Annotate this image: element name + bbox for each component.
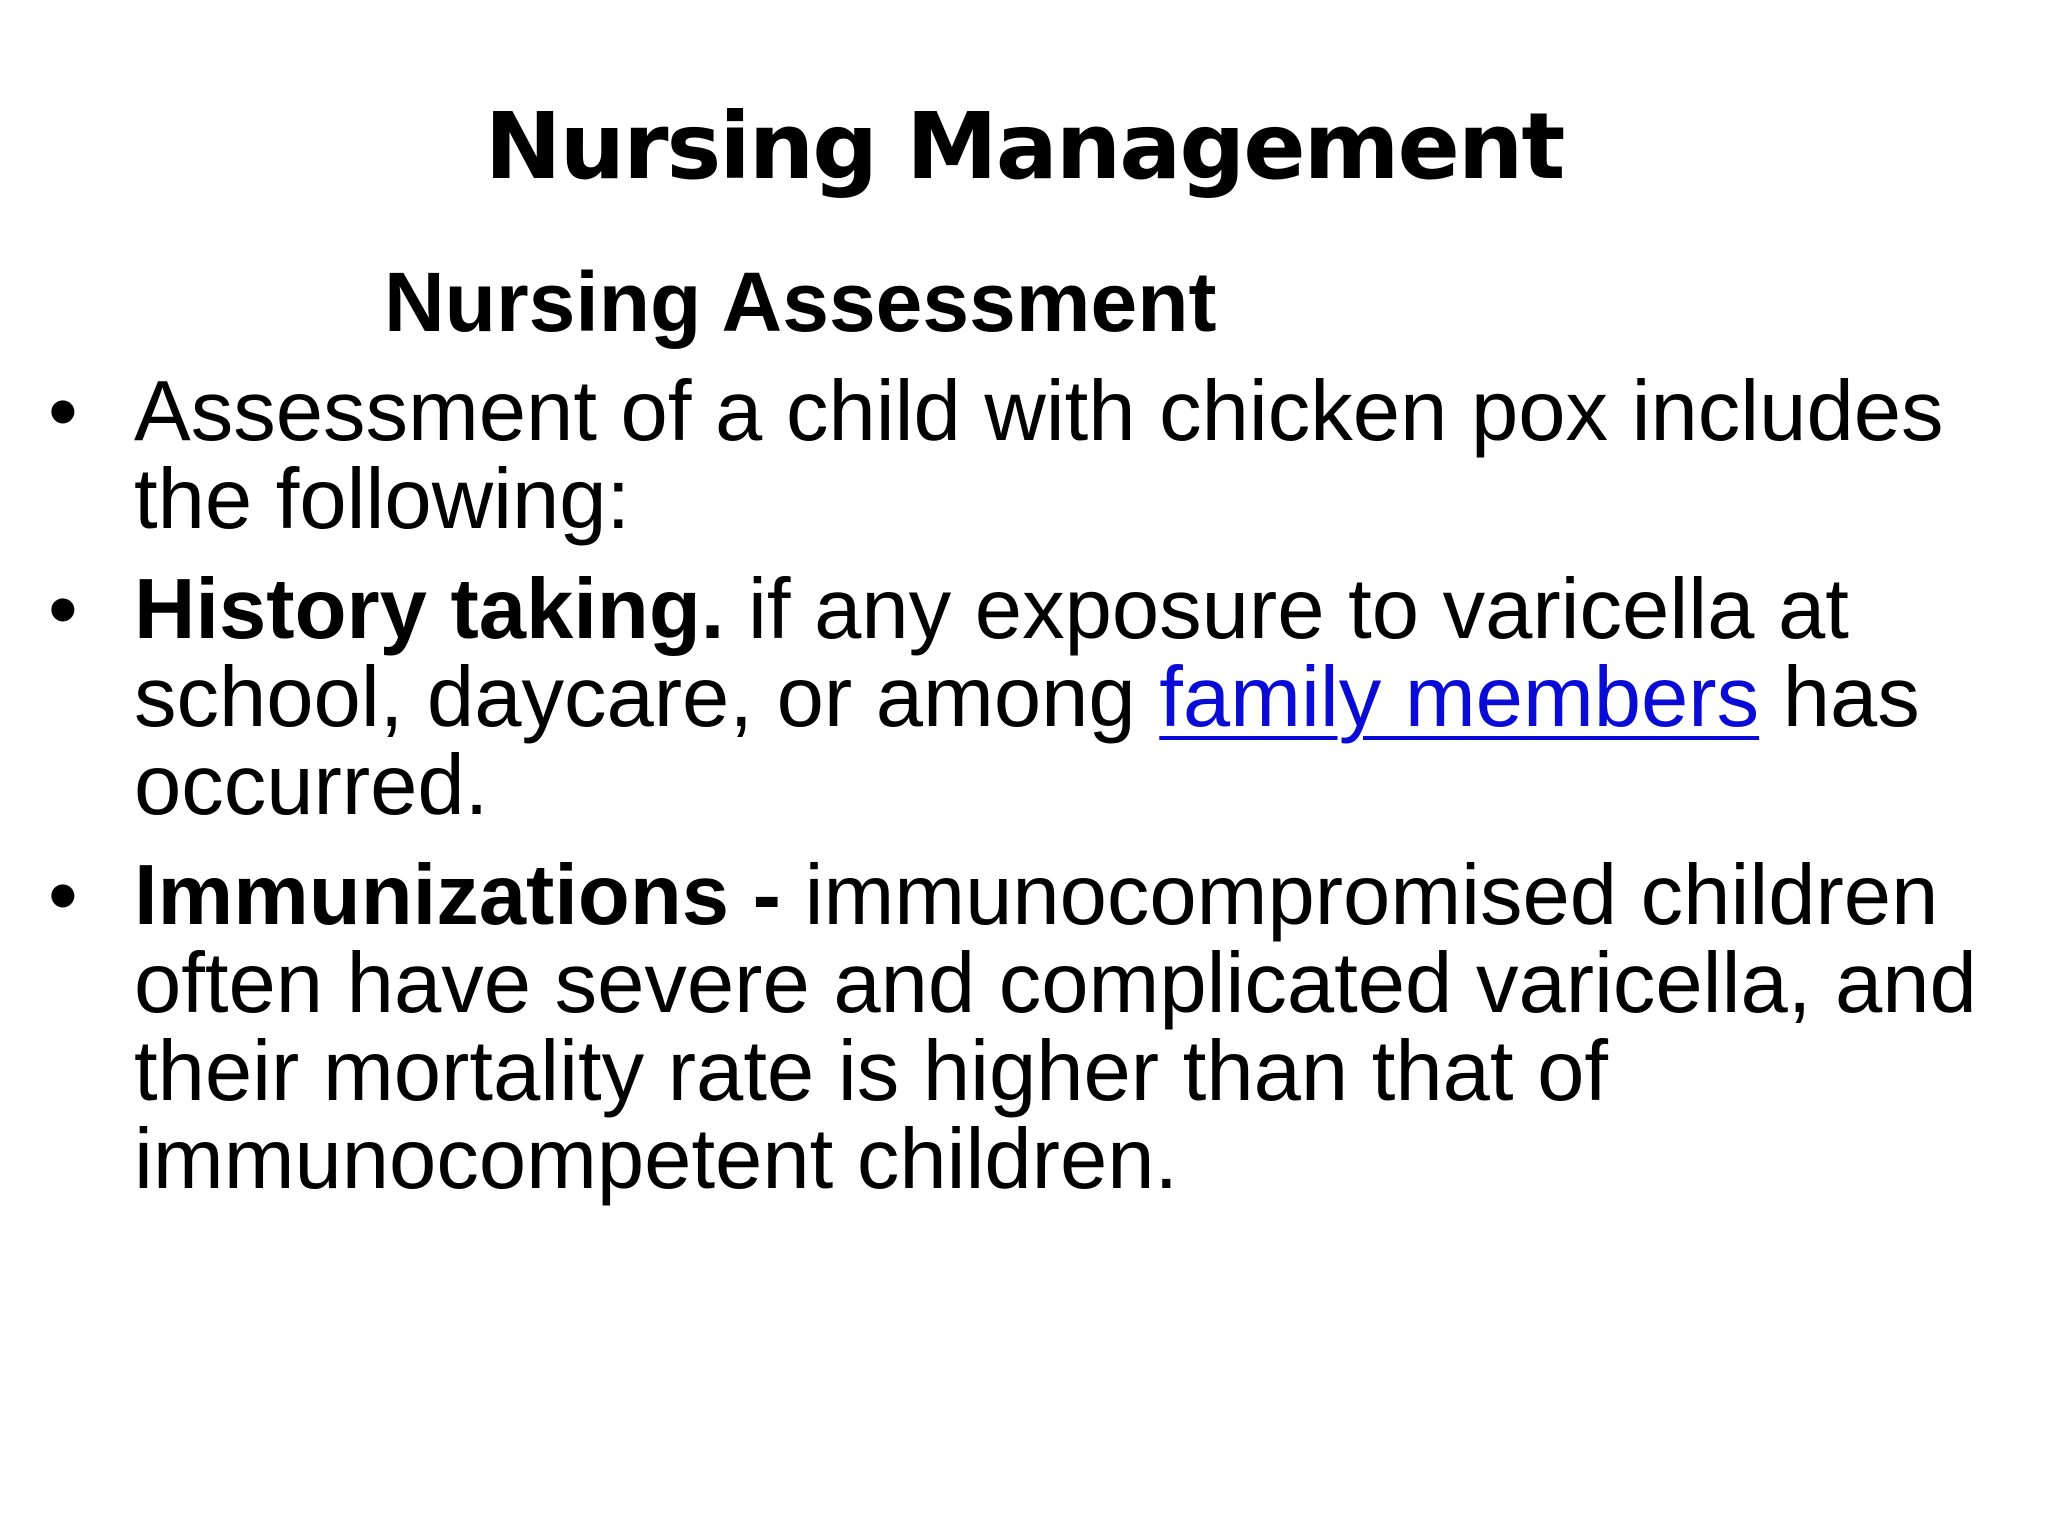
- bullet-item-assessment: [48, 364, 2028, 547]
- bullet-item-history-taking: [48, 562, 2028, 833]
- bullet-icon: •: [48, 848, 78, 943]
- slide-subtitle: Nursing Assessment: [384, 255, 1217, 349]
- bullet-text: Assessment of a child with chicken pox includes the following:: [134, 364, 1944, 547]
- bullet-text: immunocompromised children often have severe and complicated varicella, and their mortality rate is higher than that of immunocompetent children.: [134, 848, 1977, 1207]
- slide-title: Nursing Management: [484, 93, 1564, 200]
- bullet-text: if any exposure to varicella at school, daycare, or among: [134, 562, 1849, 745]
- bullet-icon: •: [48, 364, 78, 459]
- bullet-icon: •: [48, 562, 78, 657]
- bullet-lead: History taking.: [134, 562, 725, 657]
- bullet-item-immunizations: [48, 848, 2028, 1207]
- family-members-link[interactable]: family members: [1159, 650, 1760, 745]
- bullet-lead: Immunizations -: [134, 848, 781, 943]
- bullet-list: [48, 364, 2028, 1226]
- bullet-text-end: has occurred.: [134, 650, 1920, 833]
